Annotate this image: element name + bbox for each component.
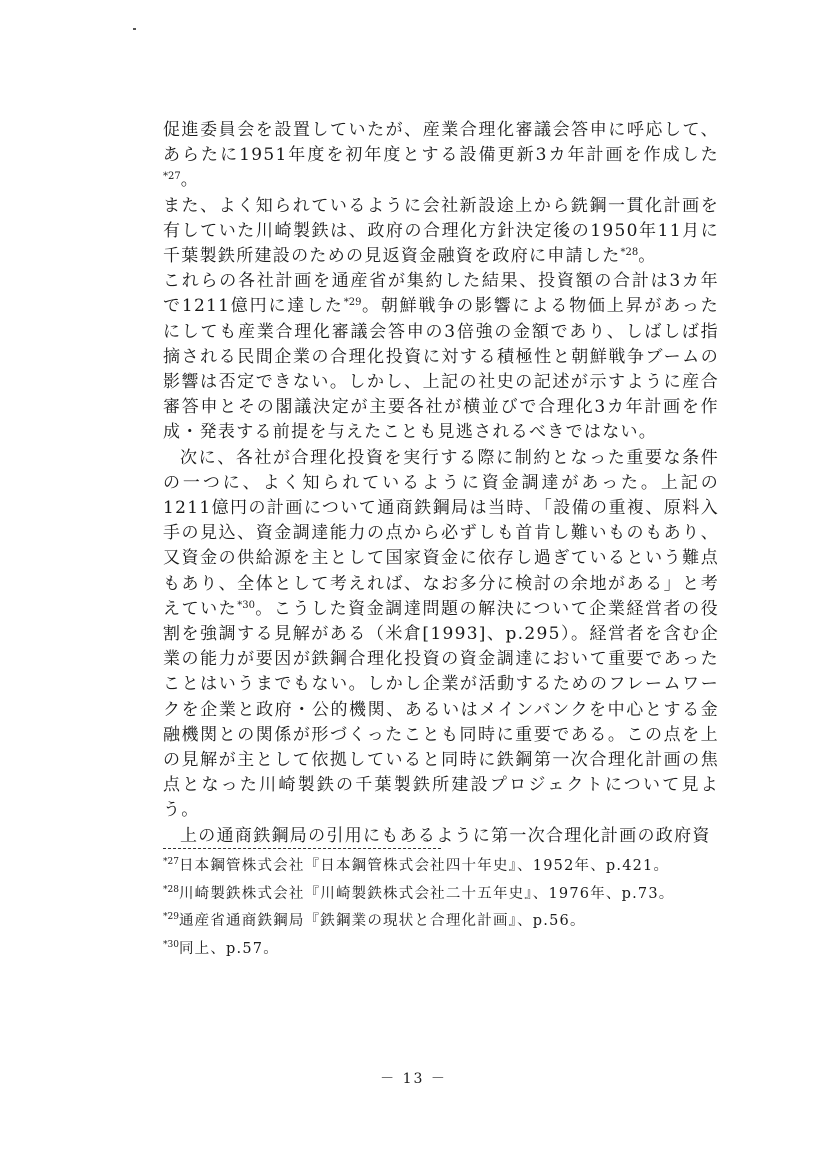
paragraph [163,194,719,270]
paragraph-text: 。 [180,170,200,191]
paragraph [163,118,719,194]
footnote-mark: *30 [163,939,179,950]
paragraph-text: これらの各社計画を通産省が集約した結果、投資額の合計は3カ年で1211億円に達した [163,271,719,317]
footnote-mark: *29 [163,912,179,922]
footnote-text: 同上、p.57。 [178,940,279,957]
paragraph-text: 上の通商鉄鋼局の引用にもあるように第一次合理化計画の政府資 [180,825,711,846]
footnotes [163,853,719,963]
footnote-mark: *28 [163,884,179,895]
paragraph [163,824,719,849]
paragraph-text: 。 [638,246,657,267]
footnote-reference: *30 [237,599,256,611]
footnote [163,881,719,909]
footnote-reference: *29 [343,297,362,309]
paragraph-text: また、よく知られているように会社新設途上から銑鋼一貫化計画を有していた川崎製鉄は、政府の合理化方針決定後の1950年11月に千葉製鉄所建設のための見返資金融資を政府に申請した [163,195,719,267]
body-text [163,118,719,849]
paragraph-text: 次に、各社が合理化投資を実行する際に制約となった重要な条件の一つに、よく知られているように資金調達があった。上記の1211億円の計画について通商鉄鋼局は当時、「設備の重複、原料入手の見込、資金調達能力の点から必ずしも首肯し難いものもあり、又資金の供給源を主として国家資金に依存し過ぎているという難点もあり、全体として考えれば、なお多分に検討の余地がある」と考えていた [163,447,719,619]
footnote-reference: *28 [620,247,639,259]
footnote-mark: *27 [163,857,179,867]
footnote-reference: *27 [163,171,181,183]
scan-speck [133,28,136,30]
footnote [163,908,719,936]
footnote-text: 日本鋼管株式会社『日本鋼管株式会社四十年史』、1952年、p.421。 [178,858,670,874]
footnote [163,853,719,881]
footnote-separator [163,848,441,849]
footnote-text: 川崎製鉄株式会社『川崎製鉄株式会社二十五年史』、1976年、p.73。 [178,885,675,902]
paragraph [163,269,719,445]
paragraph-text: 。朝鮮戦争の影響による物価上昇があったにしても産業合理化審議会答申の3倍強の金額であり、しばしば指摘される民間企業の合理化投資に対する積極性と朝鮮戦争ブームの影響は否定できない。しかし、上記の社史の記述が示すように産合審答申とその閣議決定が主要各社が横並びで合理化3カ年計画を作成・発表する前提を与えたことも見逃されるべきではない。 [163,296,719,443]
paragraph-text: 。こうした資金調達問題の解決について企業経営者の役割を強調する見解がある（米倉[1993]、p.295）。経営者を含む企業の能力が要因が鉄鋼合理化投資の資金調達において重要であったことはいうまでもない。しかし企業が活動するためのフレームワークを企業と政府・公的機関、あるいはメインバンクを中心とする金融機関との関係が形づくったことも同時に重要である。この点を上の見解が主として依拠していると同時に鉄鋼第一次合理化計画の焦点となった川崎製鉄の千葉製鉄所建設プロジェクトについて見よう。 [163,598,719,821]
footnote [163,936,719,964]
paragraph [163,446,719,824]
footnote-text: 通産省通商鉄鋼局『鉄鋼業の現状と合理化計画』、p.56。 [178,913,586,929]
page-number: － 13 － [380,1071,447,1087]
paragraph-text: 促進委員会を設置していたが、産業合理化審議会答申に呼応して、あらたに1951年度を初年度とする設備更新3カ年計画を作成した [163,120,719,166]
